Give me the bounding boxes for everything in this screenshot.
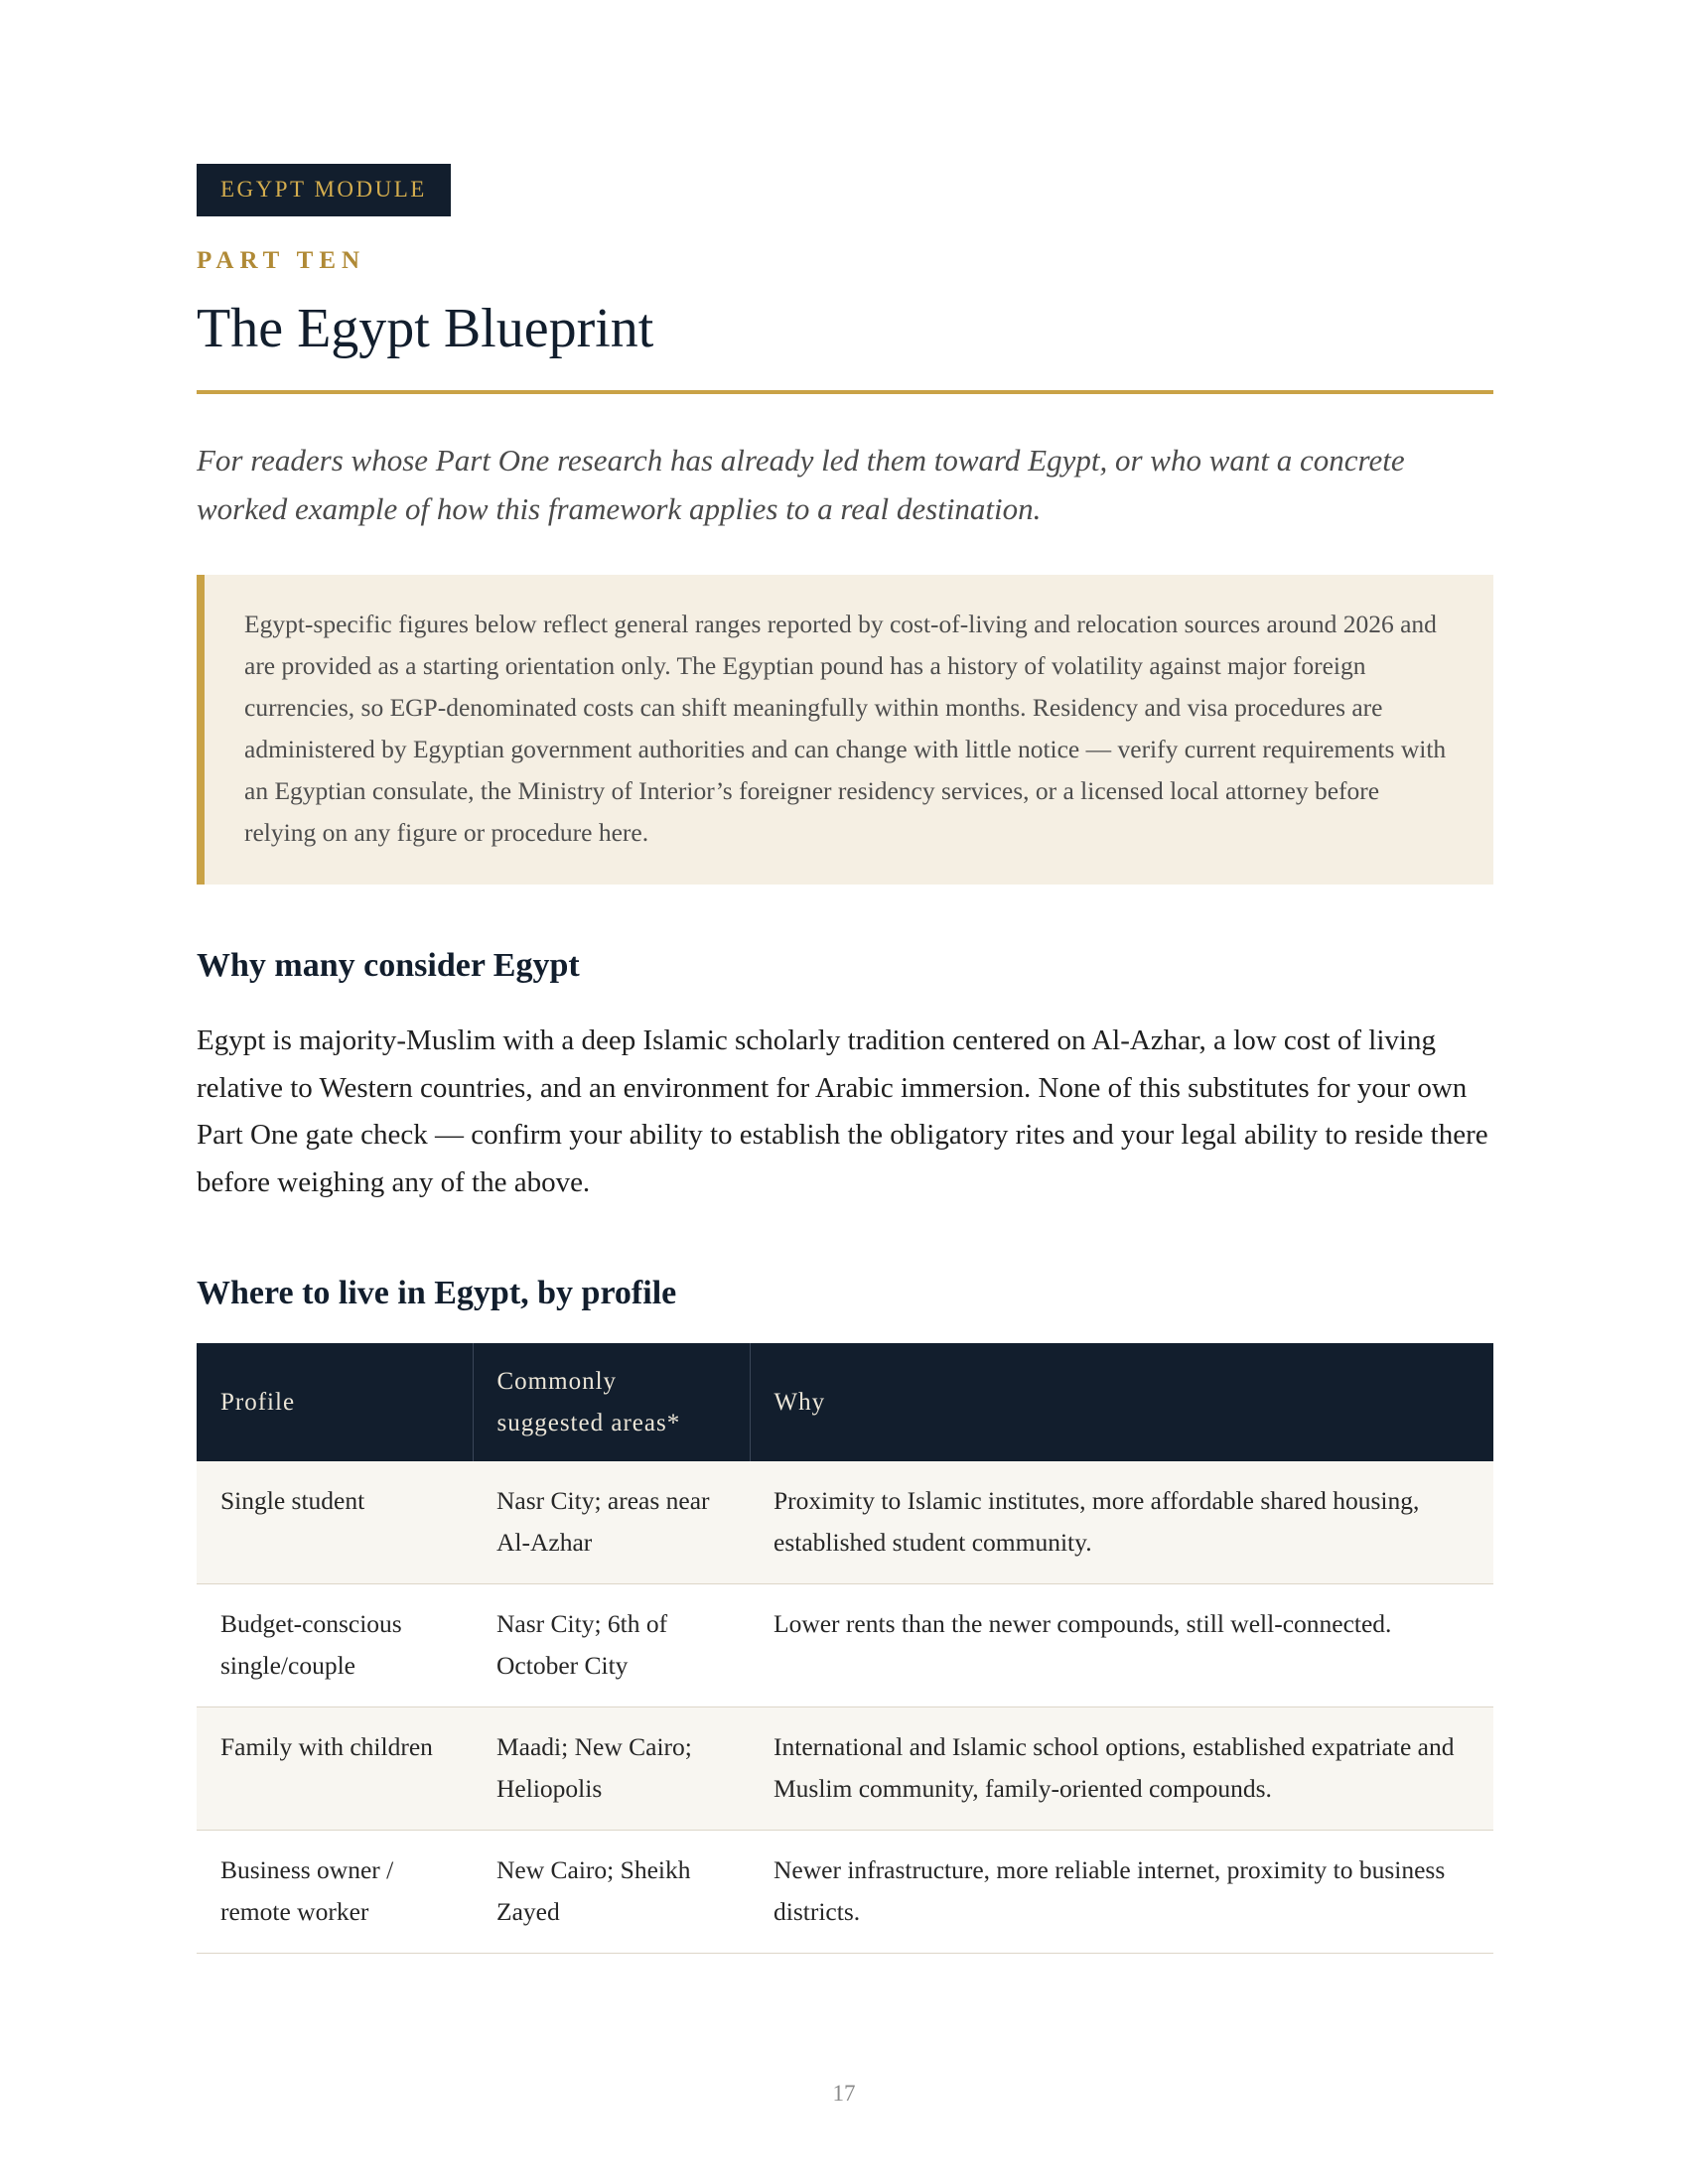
table-row: [197, 1831, 1493, 1954]
title-divider: [197, 390, 1493, 394]
areas-cell: Maadi; New Cairo; Heliopolis: [473, 1707, 750, 1831]
profile-cell: Family with children: [197, 1707, 473, 1831]
table-row: [197, 1584, 1493, 1707]
profile-cell: Business owner / remote worker: [197, 1831, 473, 1954]
why-cell: Newer infrastructure, more reliable internet, proximity to business districts.: [750, 1831, 1493, 1954]
column-header-why: Why: [750, 1343, 1493, 1461]
column-header-profile: Profile: [197, 1343, 473, 1461]
column-header-areas: Commonly suggested areas*: [473, 1343, 750, 1461]
why-paragraph: Egypt is majority-Muslim with a deep Islamic scholarly tradition centered on Al-Azhar, a low cost of living relative to Western countries, and an environment for Arabic immersion. None of this substitutes for your own Part One gate check — confirm your ability to establish the obligatory rites and your legal ability to reside there before weighing any of the above.: [197, 1024, 1488, 1198]
module-tag: EGYPT MODULE: [197, 164, 451, 216]
why-cell: Proximity to Islamic institutes, more affordable shared housing, established student community.: [750, 1461, 1493, 1584]
areas-cell: Nasr City; 6th of October City: [473, 1584, 750, 1707]
table-header-row: [197, 1343, 1493, 1461]
intro-paragraph: For readers whose Part One research has already led them toward Egypt, or who want a concrete worked example of how this framework applies to a real destination.: [197, 443, 1405, 526]
why-heading: Why many consider Egypt: [197, 947, 580, 984]
disclaimer-callout: Egypt-specific figures below reflect general ranges reported by cost-of-living and relocation sources around 2026 and are provided as a starting orientation only. The Egyptian pound has a history of volatility against major foreign currencies, so EGP-denominated costs can shift meaningfully within months. Residency and visa procedures are administered by Egyptian government authorities and can change with little notice — verify current requirements with an Egyptian consulate, the Ministry of Interior’s foreigner residency services, or a licensed local attorney before relying on any figure or procedure here.: [197, 575, 1493, 885]
why-cell: International and Islamic school options, established expatriate and Muslim community, family-oriented compounds.: [750, 1707, 1493, 1831]
areas-cell: Nasr City; areas near Al-Azhar: [473, 1461, 750, 1584]
profile-cell: Single student: [197, 1461, 473, 1584]
part-label: PART TEN: [197, 247, 366, 274]
table-row: [197, 1707, 1493, 1831]
page-number: 17: [832, 2081, 856, 2106]
document-page: [197, 164, 1493, 1954]
table-row: [197, 1461, 1493, 1584]
page-title: The Egypt Blueprint: [197, 298, 654, 359]
areas-cell: New Cairo; Sheikh Zayed: [473, 1831, 750, 1954]
profile-cell: Budget-conscious single/couple: [197, 1584, 473, 1707]
why-cell: Lower rents than the newer compounds, still well-connected.: [750, 1584, 1493, 1707]
profile-table: [197, 1343, 1493, 1954]
where-heading: Where to live in Egypt, by profile: [197, 1275, 677, 1311]
